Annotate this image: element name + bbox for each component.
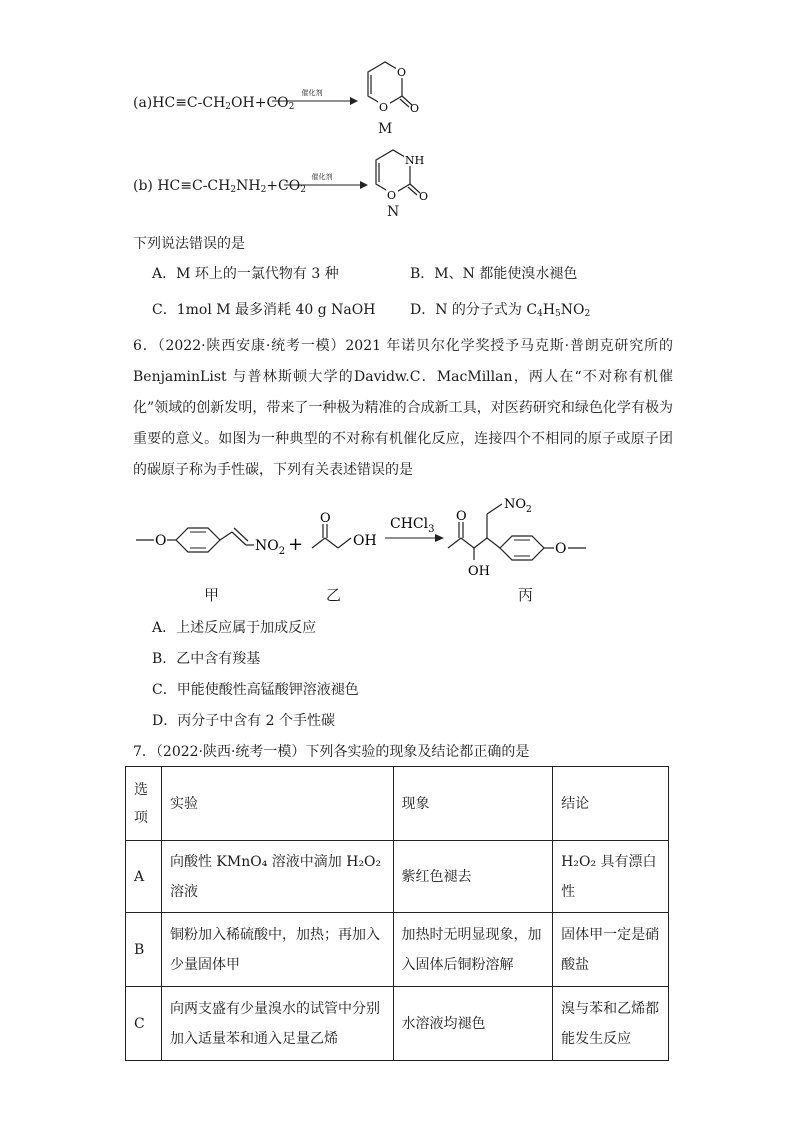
svg-text:O: O xyxy=(155,533,167,549)
q5-stem: 下列说法错误的是 xyxy=(133,236,245,252)
header-option: 选项 xyxy=(126,767,162,841)
molecule-yi xyxy=(312,511,377,549)
q6-option-b: B．乙中含有羧基 xyxy=(152,651,261,667)
q5-option-a: A．M 环上的一氯代物有 3 种 xyxy=(152,266,339,282)
row-option: C xyxy=(126,987,162,1061)
svg-text:OH: OH xyxy=(353,533,377,549)
molecule-n-structure xyxy=(362,148,432,210)
n-ring-nh: NH xyxy=(405,154,425,167)
label-yi: 乙 xyxy=(326,586,342,604)
q6-option-d: D．丙分子中含有 2 个手性碳 xyxy=(152,713,336,729)
molecule-m-label: M xyxy=(378,121,393,137)
header-phenomenon: 现象 xyxy=(393,767,553,841)
q6-option-c: C．甲能使酸性高锰酸钾溶液褪色 xyxy=(152,682,359,698)
n-ring-o: O xyxy=(387,189,397,202)
row-phenomenon: 紫红色褪去 xyxy=(393,841,553,913)
m-carbonyl-o: O xyxy=(410,102,420,115)
row-experiment: 铜粉加入稀硫酸中，加热；再加入少量固体甲 xyxy=(161,913,393,987)
q5-option-c: C．1mol M 最多消耗 40 g NaOH xyxy=(152,302,376,318)
molecule-m-structure xyxy=(350,60,420,130)
svg-text:NO2: $NO_2$ xyxy=(255,538,286,557)
q7-stem: 7．（2022·陕西·统考一模）下列各实验的现象及结论都正确的是 xyxy=(133,744,530,760)
header-conclusion: 结论 xyxy=(553,767,669,841)
q7-experiment-table xyxy=(125,766,669,1061)
table-row xyxy=(126,987,669,1061)
row-phenomenon: 加热时无明显现象，加入固体后铜粉溶解 xyxy=(393,913,553,987)
table-header-row xyxy=(126,767,669,841)
svg-text:OH: OH xyxy=(468,564,490,579)
svg-text:O: O xyxy=(456,509,467,524)
q5-option-d: D．N 的分子式为 $C_4H_5NO_2$ xyxy=(410,302,591,319)
row-conclusion: 固体甲一定是硝酸盐 xyxy=(553,913,669,987)
reaction-b-equation: (b) $HC\equiv C-CH_2NH_2+CO_2$ xyxy=(133,178,306,195)
n-carbonyl-o: O xyxy=(419,190,429,203)
reaction-a-catalyst: 催化剂 xyxy=(301,89,323,97)
molecule-bing xyxy=(448,497,586,579)
row-experiment: 向两支盛有少量溴水的试管中分别加入适量苯和通入足量乙烯 xyxy=(161,987,393,1061)
reaction-a-equation: $(a)HC\equiv C-CH_2OH+CO_2$ xyxy=(133,95,295,112)
svg-text:O: O xyxy=(555,541,567,557)
svg-text:O: O xyxy=(320,511,331,526)
q5-option-b: B．M、N 都能使溴水褪色 xyxy=(410,266,578,282)
molecule-n-label: N xyxy=(387,204,400,220)
row-option: B xyxy=(126,913,162,987)
m-ring-o2: O xyxy=(379,101,389,114)
svg-text:NO2: $NO_2$ xyxy=(504,497,532,515)
m-ring-o1: O xyxy=(397,66,407,79)
row-conclusion: H₂O₂ 具有漂白性 xyxy=(553,841,669,913)
row-experiment: 向酸性 KMnO₄ 溶液中滴加 H₂O₂ 溶液 xyxy=(161,841,393,913)
q6-option-a: A．上述反应属于加成反应 xyxy=(152,620,317,636)
svg-text:CHCl3: CHCl$_3$ xyxy=(390,516,435,535)
row-option: A xyxy=(126,841,162,913)
reaction-b-arrow xyxy=(282,180,372,190)
row-conclusion: 溴与苯和乙烯都能发生反应 xyxy=(553,987,669,1061)
table-row xyxy=(126,913,669,987)
plus-sign: + xyxy=(288,534,304,555)
header-experiment: 实验 xyxy=(161,767,393,841)
reaction-a-arrow xyxy=(270,96,360,106)
table-row xyxy=(126,841,669,913)
reaction-b-catalyst: 催化剂 xyxy=(311,173,333,181)
q6-paragraph: 6．（2022·陕西安康·统考一模）2021 年诺贝尔化学奖授予马克斯·普朗克研究所的BenjaminList 与普林斯顿大学的Davidw.C．MacMillan，两人在“不对称有机催化”领域的创新发明，带来了一种极为精准的合成新工具，对医药研究和绿色化学有极为重要的意义。如图为一种典型的不对称有机催化反应，连接四个不相同的原子或原子团的碳原子称为手性碳，下列有关表述错误的是 xyxy=(133,338,673,478)
label-bing: 丙 xyxy=(518,586,534,604)
row-phenomenon: 水溶液均褪色 xyxy=(393,987,553,1061)
label-jia: 甲 xyxy=(204,586,220,604)
molecule-jia xyxy=(136,528,285,557)
